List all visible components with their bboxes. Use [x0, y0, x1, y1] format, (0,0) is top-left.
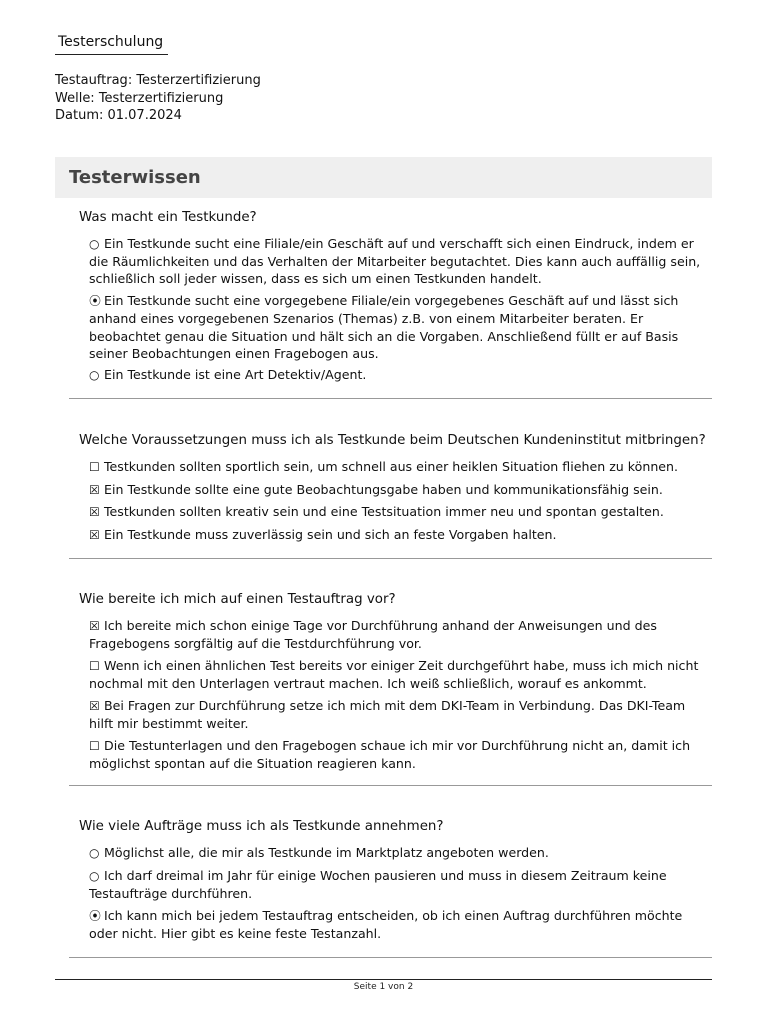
brand-title: Testerschulung — [55, 33, 168, 55]
question-block — [69, 591, 712, 777]
answer-option-label: Ich darf dreimal im Jahr für einige Wochen pausieren und muss in diesem Zeitraum keine Testaufträge durchführen. — [89, 867, 667, 901]
answer-option[interactable] — [89, 657, 712, 692]
question-divider — [69, 398, 712, 399]
answer-option-label: Ein Testkunde sucht eine vorgegebene Filiale/ein vorgegebenes Geschäft auf und lässt sich anhand eines vorgegebenen Szenarios (Themas) z.B. von einem Mitarbeiter beraten. Er beobachtet genau die Situation und hält sich an die Vorgaben. Anschließend füllt er auf Basis seiner Beobachtungen einen Fragebogen aus. — [89, 293, 679, 361]
answer-options — [69, 844, 712, 942]
answer-option-label: Ein Testkunde sollte eine gute Beobachtungsgabe haben und kommunikationsfähig sein. — [104, 481, 663, 497]
radio-empty-icon[interactable]: ○ — [89, 237, 100, 251]
question-text: Wie viele Aufträge muss ich als Testkunde annehmen? — [79, 819, 444, 834]
answer-option-label: Testkunden sollten sportlich sein, um schnell aus einer heiklen Situation fliehen zu können. — [104, 459, 679, 474]
answer-option[interactable] — [89, 737, 712, 772]
checkbox-checked-icon[interactable]: ☒ — [89, 619, 100, 633]
question-text: Was macht ein Testkunde? — [79, 210, 257, 225]
answer-option-label: Möglichst alle, die mir als Testkunde im Marktplatz angeboten werden. — [104, 845, 549, 860]
footer-divider — [55, 979, 712, 980]
question-divider — [69, 957, 712, 958]
radio-selected-icon[interactable]: ⦿ — [89, 908, 102, 923]
question-text: Wie bereite ich mich auf einen Testauftrag vor? — [79, 592, 396, 607]
answer-option-label: Ich bereite mich schon einige Tage vor Durchführung anhand der Anweisungen und des Fragebogens sorgfältig auf die Testdurchführung vor. — [89, 618, 657, 652]
radio-selected-icon[interactable]: ⦿ — [89, 294, 102, 309]
answer-option[interactable] — [89, 366, 712, 384]
question-block — [69, 432, 712, 549]
question-block — [69, 818, 712, 947]
checkbox-empty-icon[interactable]: ☐ — [89, 460, 100, 474]
order-meta — [55, 72, 261, 125]
checkbox-checked-icon[interactable]: ☒ — [89, 528, 100, 543]
answer-option[interactable] — [89, 907, 712, 942]
section-header: Testerwissen — [55, 157, 712, 198]
answer-option-label: Ich kann mich bei jedem Testauftrag entscheiden, ob ich einen Auftrag durchführen möchte oder nicht. Hier gibt es keine feste Testanzahl. — [89, 907, 683, 941]
answer-option[interactable] — [89, 697, 712, 732]
radio-empty-icon[interactable]: ○ — [89, 868, 100, 883]
answer-option-label: Ein Testkunde ist eine Art Detektiv/Agent. — [104, 367, 367, 383]
answer-option[interactable] — [89, 617, 712, 652]
answer-option[interactable] — [89, 503, 712, 521]
page-number: Seite 1 von 2 — [353, 982, 414, 992]
answer-option[interactable] — [89, 844, 712, 862]
meta-testauftrag: Testauftrag: Testerzertifizierung — [55, 73, 261, 88]
question-block — [69, 209, 712, 389]
checkbox-checked-icon[interactable]: ☒ — [89, 505, 100, 520]
question-divider — [69, 558, 712, 559]
answer-options — [69, 617, 712, 772]
checkbox-empty-icon[interactable]: ☐ — [89, 658, 100, 673]
answer-option-label: Ein Testkunde sucht eine Filiale/ein Geschäft auf und verschafft sich einen Eindruck, indem er die Räumlichkeiten und das Verhalten der Mitarbeiter begutachtet. Dies kann auch auffällig sein, schließlich soll jeder wissen, dass es sich um einen Testkunden handelt. — [89, 236, 701, 287]
meta-welle: Welle: Testerzertifizierung — [55, 90, 224, 106]
answer-option[interactable] — [89, 867, 712, 902]
checkbox-checked-icon[interactable]: ☒ — [89, 698, 100, 713]
checkbox-checked-icon[interactable]: ☒ — [89, 482, 100, 497]
answer-option[interactable] — [89, 526, 712, 544]
answer-option-label: Wenn ich einen ähnlichen Test bereits vor einiger Zeit durchgeführt habe, muss ich mich nicht nochmal mit den Unterlagen vertraut machen. Ich weiß schließlich, worauf es ankommt. — [89, 657, 699, 692]
answer-option-label: Ein Testkunde muss zuverlässig sein und sich an feste Vorgaben halten. — [104, 527, 557, 543]
answer-option-label: Bei Fragen zur Durchführung setze ich mich mit dem DKI-Team in Verbindung. Das DKI-Team hilft mir bestimmt weiter. — [89, 697, 686, 732]
checkbox-empty-icon[interactable]: ☐ — [89, 738, 100, 753]
answer-options — [69, 458, 712, 544]
radio-empty-icon[interactable]: ○ — [89, 846, 100, 860]
answer-option[interactable] — [89, 481, 712, 499]
answer-option[interactable] — [89, 235, 712, 288]
answer-option[interactable] — [89, 458, 712, 476]
answer-option-label: Die Testunterlagen und den Fragebogen schaue ich mir vor Durchführung nicht an, damit ich möglichst spontan auf die Situation reagieren kann. — [89, 737, 691, 771]
question-divider — [69, 785, 712, 786]
answer-option[interactable] — [89, 292, 712, 362]
question-text: Welche Voraussetzungen muss ich als Testkunde beim Deutschen Kundeninstitut mitbringen? — [79, 433, 706, 448]
answer-option-label: Testkunden sollten kreativ sein und eine Testsituation immer neu und spontan gestalten. — [104, 504, 664, 520]
radio-empty-icon[interactable]: ○ — [89, 368, 100, 383]
meta-datum: Datum: 01.07.2024 — [55, 108, 182, 123]
answer-options — [69, 235, 712, 385]
